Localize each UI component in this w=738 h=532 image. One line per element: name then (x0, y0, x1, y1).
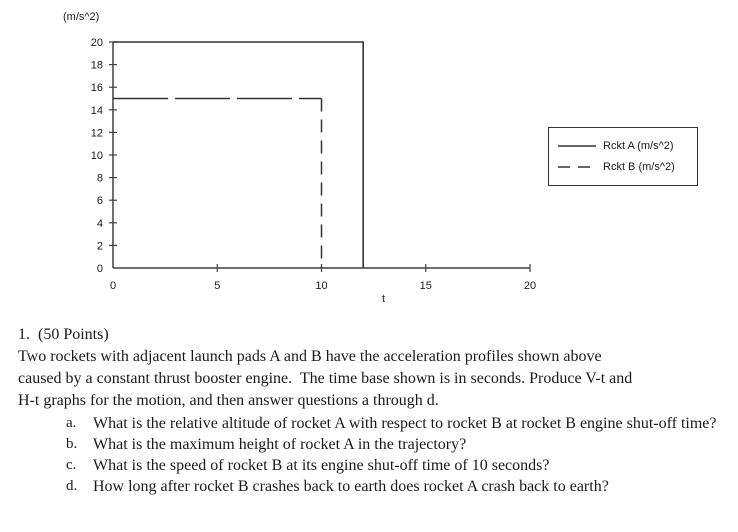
svg-text:10: 10 (315, 280, 328, 292)
x-axis-title: t (382, 293, 386, 305)
question-item-a (66, 413, 736, 434)
svg-text:5: 5 (214, 280, 221, 292)
question-list (18, 413, 736, 497)
svg-text:8: 8 (96, 172, 103, 185)
problem-number: 1. (50 Points) (18, 326, 109, 343)
question-item-b (66, 434, 736, 455)
problem-paragraph-line: caused by a constant thrust booster engine. The time base shown is in seconds. Produce V-t and (18, 370, 633, 387)
svg-text:6: 6 (96, 195, 103, 208)
svg-text:20: 20 (90, 37, 103, 49)
svg-text:15: 15 (419, 280, 432, 292)
legend-item-rocket-a (557, 140, 689, 152)
problem-block (18, 324, 736, 497)
legend-label-rocket-b: Rckt B (m/s^2) (603, 161, 675, 173)
question-letter: a. (66, 415, 77, 431)
svg-text:0: 0 (109, 280, 117, 292)
question-item-c (66, 455, 736, 476)
question-text: What is the maximum height of rocket A in the trajectory? (93, 436, 467, 453)
svg-text:14: 14 (90, 104, 103, 117)
question-letter: d. (66, 478, 78, 494)
question-text: How long after rocket B crashes back to earth does rocket A crash back to earth? (93, 478, 609, 495)
legend-item-rocket-b (557, 161, 689, 173)
svg-text:16: 16 (90, 82, 103, 95)
chart-legend (548, 127, 698, 186)
y-axis-title: (m/s^2) (63, 11, 100, 23)
question-letter: b. (66, 436, 78, 452)
legend-label-rocket-a: Rckt A (m/s^2) (603, 140, 674, 152)
svg-text:18: 18 (90, 59, 103, 72)
svg-text:12: 12 (90, 127, 103, 140)
question-item-d (66, 476, 736, 497)
svg-text:10: 10 (90, 150, 103, 162)
problem-paragraph-line: Two rockets with adjacent launch pads A and B have the acceleration profiles shown above (18, 348, 602, 365)
svg-text:2: 2 (96, 240, 103, 253)
svg-text:0: 0 (96, 263, 103, 275)
dashed-line-icon (557, 163, 597, 171)
svg-text:20: 20 (523, 280, 537, 292)
svg-text:4: 4 (96, 217, 103, 230)
question-letter: c. (66, 457, 77, 473)
problem-paragraph-line: H-t graphs for the motion, and then answer questions a through d. (18, 392, 439, 409)
question-text: What is the relative altitude of rocket A with respect to rocket B at rocket B engine shut-off time? (93, 415, 717, 432)
solid-line-icon (557, 142, 597, 150)
question-text: What is the speed of rocket B at its engine shut-off time of 10 seconds? (93, 457, 550, 474)
